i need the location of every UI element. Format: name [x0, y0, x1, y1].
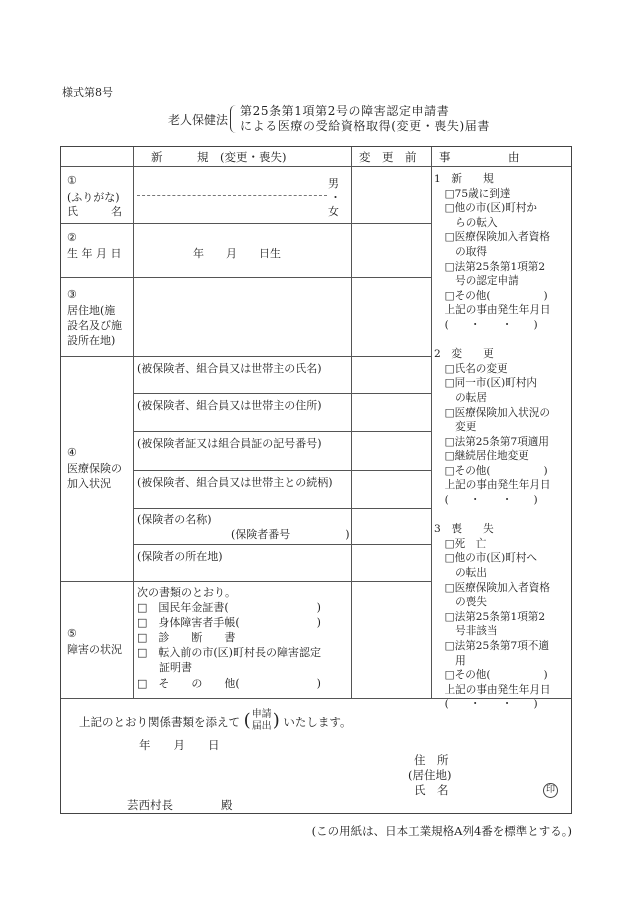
reason-checkbox[interactable]: □法第25条第1項第2 — [434, 260, 546, 273]
pension-certificate-checkbox[interactable]: □ 国民年金証書( ) — [137, 601, 321, 614]
insurer-name-label: (保険者の名称) — [137, 513, 212, 526]
row3-number: ③ — [67, 288, 77, 301]
reason-line: 号の認定申請 — [434, 275, 519, 288]
col-header-new: 新 規 (変更・喪失) — [151, 150, 287, 164]
residence-label-1: 居住地(施 — [67, 304, 116, 317]
reason-checkbox[interactable]: □医療保険加入者資格 — [434, 581, 550, 594]
apply-choice[interactable]: ( 申請 届出 ) — [243, 709, 280, 732]
brace — [230, 105, 238, 133]
residence-sub-label: (居住地) — [408, 768, 452, 782]
reason-line: 上記の事由発生年月日 — [434, 304, 551, 317]
reason-line: 1 新 規 — [434, 173, 494, 185]
medical-certificate-checkbox[interactable]: □ 診 断 書 — [137, 631, 236, 644]
footnote: (この用紙は、日本工業規格A列4番を標準とする。) — [311, 824, 572, 838]
insured-name-label: (被保険者、組合員又は世帯主の氏名) — [137, 362, 322, 375]
sex-female[interactable]: 女 — [328, 205, 339, 218]
insured-address-label: (被保険者、組合員又は世帯主の住所) — [137, 399, 322, 412]
reason-line: の転出 — [434, 567, 487, 580]
reason-line: 号非該当 — [434, 625, 498, 638]
statement — [79, 709, 351, 733]
reason-checkbox[interactable]: □医療保険加入者資格 — [434, 231, 550, 244]
col-header-before: 変 更 前 — [359, 150, 417, 164]
seal-icon: 印 — [543, 783, 558, 798]
reason-checkbox[interactable]: □他の市(区)町村か — [434, 202, 538, 215]
apply-option[interactable]: 申請 — [251, 709, 272, 720]
reason-line: 用 — [434, 654, 466, 667]
other-document-checkbox[interactable]: □ そ の 他( ) — [137, 677, 321, 690]
reason-checkbox[interactable]: □死 亡 — [434, 537, 487, 550]
insurance-label-2: 加入状況 — [67, 477, 111, 490]
reason-list — [434, 172, 551, 712]
col-header-reason: 事 由 — [439, 150, 520, 164]
reason-line: ( ・ ・ ) — [434, 318, 538, 331]
notify-option[interactable]: 届出 — [251, 721, 272, 732]
disability-handbook-checkbox[interactable]: □ 身体障害者手帳( ) — [137, 616, 321, 629]
reason-line: 変更 — [434, 421, 477, 434]
reason-line: らの転入 — [434, 216, 498, 229]
reason-line: 2 変 更 — [434, 348, 494, 361]
reason-line — [434, 333, 551, 348]
reason-line: 3 喪 失 — [434, 523, 494, 536]
form-table — [60, 146, 572, 814]
reason-checkbox[interactable]: □継続居住地変更 — [434, 450, 529, 463]
reason-checkbox[interactable]: □氏名の変更 — [434, 362, 508, 375]
reason-checkbox[interactable]: □法第25条第7項適用 — [434, 435, 549, 448]
row2-number: ② — [67, 231, 77, 244]
law-name: 老人保健法 — [168, 112, 229, 127]
reason-checkbox[interactable]: □法第25条第1項第2 — [434, 610, 546, 623]
reason-checkbox[interactable]: □法第25条第7項不適 — [434, 640, 549, 652]
residence-label-3: 設所在地) — [67, 334, 116, 347]
reason-line: の転居 — [434, 391, 487, 404]
row4-number: ④ — [67, 446, 77, 459]
reason-checkbox[interactable]: □その他( ) — [434, 289, 548, 302]
reason-checkbox[interactable]: □その他( ) — [434, 464, 548, 477]
reason-line: の喪失 — [434, 596, 487, 609]
birthdate-label: 生 年 月 日 — [67, 247, 122, 260]
reason-line: ( ・ ・ ) — [434, 698, 538, 711]
title-line-2: による医療の受給資格取得(変更・喪失)届書 — [240, 119, 490, 133]
submission-date[interactable]: 年 月 日 — [139, 738, 220, 752]
reason-checkbox[interactable]: □その他( ) — [434, 669, 548, 682]
applicant-name-label: 氏 名 — [414, 783, 449, 797]
reason-checkbox[interactable]: □75歳に到達 — [434, 187, 511, 200]
mayor-label: 芸西村長 — [127, 798, 173, 812]
sex-male[interactable]: 男 — [328, 177, 339, 190]
transfer-certificate-cont: 証明書 — [137, 661, 192, 674]
reason-line: 上記の事由発生年月日 — [434, 683, 551, 696]
sex-dot: ・ — [330, 191, 341, 204]
reason-checkbox[interactable]: □医療保険加入状況の — [434, 406, 550, 419]
insurance-label-1: 医療保険の — [67, 462, 122, 475]
reason-checkbox[interactable]: □同一市(区)町村内 — [434, 377, 538, 390]
insurer-location-label: (保険者の所在地) — [137, 550, 223, 563]
row1-number: ① — [67, 174, 77, 187]
disability-label: 障害の状況 — [67, 643, 122, 656]
address-label: 住 所 — [414, 753, 449, 767]
reason-line: の取得 — [434, 245, 487, 258]
birthdate-value[interactable]: 年 月 日生 — [193, 247, 281, 260]
furigana-label: (ふりがな) — [67, 191, 120, 204]
row5-number: ⑤ — [67, 627, 77, 640]
residence-label-2: 設名及び施 — [67, 319, 122, 332]
reason-line: 上記の事由発生年月日 — [434, 479, 551, 492]
statement-post: いたします。 — [283, 715, 352, 729]
name-label: 氏 名 — [67, 205, 122, 218]
insurer-number-label: (保険者番号 ) — [231, 528, 350, 541]
reason-line: ( ・ ・ ) — [434, 494, 538, 507]
insurance-card-number-label: (被保険者証又は組合員証の記号番号) — [137, 437, 322, 450]
disability-intro: 次の書類のとおり。 — [137, 586, 236, 599]
reason-checkbox[interactable]: □他の市(区)町村へ — [434, 552, 538, 565]
title-line-1: 第25条第1項第2号の障害認定申請書 — [240, 104, 450, 118]
form-title — [168, 104, 490, 134]
statement-pre: 上記のとおり関係書類を添えて — [79, 715, 240, 729]
honorific-label: 殿 — [221, 798, 233, 812]
relationship-label: (被保険者、組合員又は世帯主との続柄) — [137, 476, 333, 489]
form-number: 様式第8号 — [62, 86, 113, 99]
transfer-certificate-checkbox[interactable]: □ 転入前の市(区)町村長の障害認定 — [137, 646, 321, 659]
reason-line — [434, 508, 551, 523]
